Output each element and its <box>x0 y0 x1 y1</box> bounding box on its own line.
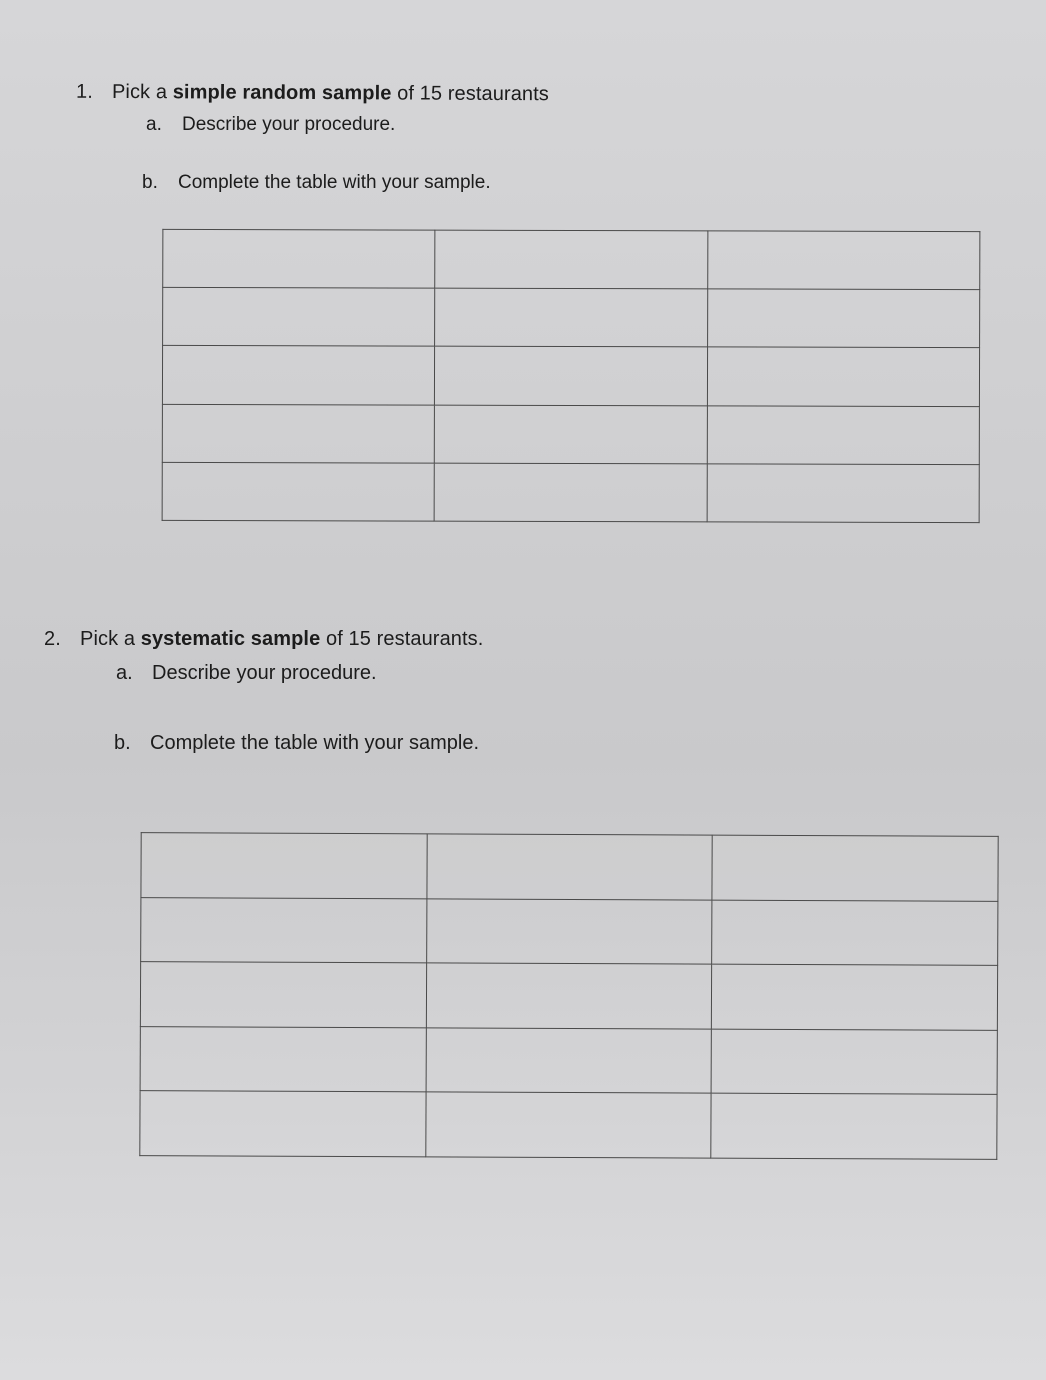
table-cell[interactable] <box>707 405 979 464</box>
table-cell[interactable] <box>712 964 998 1030</box>
table-row <box>141 833 998 901</box>
question-2-prefix: Pick a <box>80 628 141 650</box>
table-cell[interactable] <box>434 463 706 522</box>
table-cell[interactable] <box>163 288 435 347</box>
table-cell[interactable] <box>435 405 707 464</box>
question-1-part-a-letter: a. <box>146 114 162 135</box>
table-cell[interactable] <box>141 833 427 899</box>
question-1-part-a <box>146 114 395 136</box>
table-cell[interactable] <box>141 897 427 963</box>
question-1-part-a-text: Describe your procedure. <box>182 114 396 135</box>
table-row <box>141 897 998 965</box>
question-1-number: 1. <box>75 80 93 103</box>
table-cell[interactable] <box>425 1092 711 1158</box>
question-1-prefix: Pick a <box>111 80 173 104</box>
table-cell[interactable] <box>426 963 712 1029</box>
table-cell[interactable] <box>140 1026 426 1092</box>
table-cell[interactable] <box>712 835 998 901</box>
question-1-part-b <box>142 172 491 194</box>
table-row <box>163 229 980 289</box>
table-row <box>140 1026 997 1094</box>
table-row <box>140 1091 997 1159</box>
table-row <box>163 288 980 348</box>
question-1-emphasis: simple random sample <box>172 81 392 105</box>
table-cell[interactable] <box>162 462 434 521</box>
table-row <box>162 404 979 464</box>
question-2-emphasis: systematic sample <box>140 628 321 650</box>
question-2-suffix: of 15 restaurants. <box>320 628 484 650</box>
table-cell[interactable] <box>707 464 979 523</box>
table-cell[interactable] <box>435 347 707 406</box>
question-2-part-a-letter: a. <box>116 662 133 684</box>
table-cell[interactable] <box>707 289 979 348</box>
question-2-number: 2. <box>44 628 61 650</box>
question-1-part-b-letter: b. <box>142 172 158 193</box>
table-row <box>140 962 997 1030</box>
table-cell[interactable] <box>140 962 426 1028</box>
table-cell[interactable] <box>140 1091 426 1157</box>
question-1-suffix: of 15 restaurants <box>391 82 549 106</box>
question-1-part-b-text: Complete the table with your sample. <box>178 172 491 193</box>
question-2-part-b-letter: b. <box>114 732 131 754</box>
question-2 <box>44 628 483 651</box>
table-row <box>162 462 979 522</box>
table-cell[interactable] <box>707 231 979 290</box>
table-cell[interactable] <box>162 346 434 405</box>
question-2-part-b-text: Complete the table with your sample. <box>150 732 480 754</box>
table-cell[interactable] <box>711 1029 997 1095</box>
question-2-part-a <box>116 662 377 685</box>
table-cell[interactable] <box>426 898 712 964</box>
question-2-part-b <box>114 732 479 755</box>
table-cell[interactable] <box>711 1093 997 1159</box>
table-cell[interactable] <box>426 1028 712 1094</box>
table-cell[interactable] <box>435 288 707 347</box>
table-cell[interactable] <box>163 229 435 288</box>
question-2-table <box>139 832 998 1160</box>
table-cell[interactable] <box>707 347 979 406</box>
table-cell[interactable] <box>712 900 998 966</box>
question-1 <box>76 81 549 106</box>
table-row <box>162 346 979 406</box>
table-cell[interactable] <box>435 230 707 289</box>
table-cell[interactable] <box>162 404 434 463</box>
question-1-table <box>162 229 981 523</box>
table-cell[interactable] <box>427 834 713 900</box>
question-2-part-a-text: Describe your procedure. <box>152 662 377 684</box>
